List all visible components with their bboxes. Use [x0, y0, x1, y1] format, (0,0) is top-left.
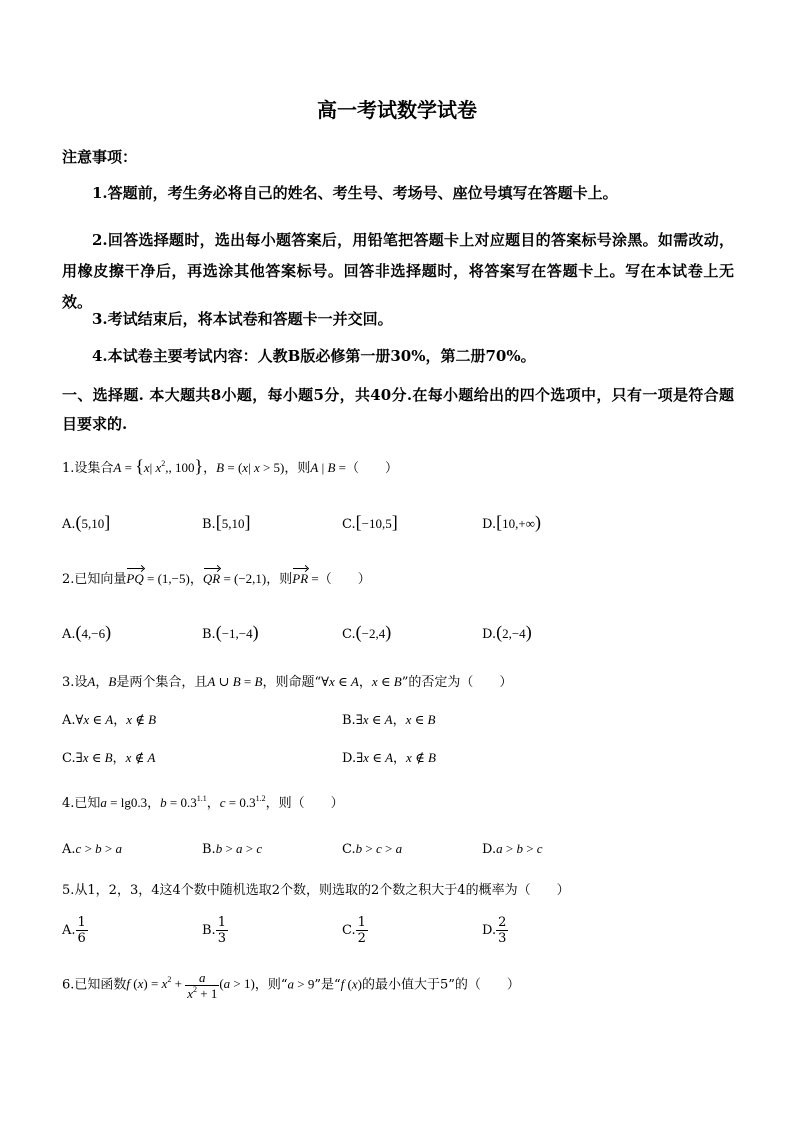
question-1-option-d: D.[10,+∞): [482, 512, 541, 532]
question-4-option-a: A.c > b > a: [62, 841, 122, 857]
question-2-vec-pr: PR =: [292, 571, 319, 586]
notice-item-3: 3.考试结束后，将本试卷和答题卡一并交回。: [92, 310, 393, 328]
question-1-option-a: A.(5,10]: [62, 512, 111, 532]
notice-item-2: 2.回答选择题时，选出每小题答案后，用铅笔把答题卡上对应题目的答案标号涂黑。如需改动，用橡皮擦干净后，再选涂其他答案标号。回答非选择题时，将答案写在答题卡上。写在本试卷上无效。: [62, 231, 734, 311]
question-5-option-d: D. $\frac{2}{3}$: [482, 915, 507, 946]
question-1-label: 1.设集合: [62, 461, 114, 476]
question-4-option-b: B.b > a > c: [202, 841, 263, 857]
question-2: [62, 568, 371, 587]
question-3: 3.设A，B是两个集合，且A ∪ B = B，则命题“∀x ∈ A，x ∈ B”的否定为（ ）: [62, 674, 513, 690]
question-1-set-a: A = {x| $x^2$,, 100}: [113, 456, 204, 476]
question-5-option-b: B. $\frac{1}{3}$: [202, 915, 226, 946]
question-2-option-b: B.(−1,−4): [202, 622, 259, 642]
question-2-option-c: C.(−2,4): [342, 622, 392, 642]
question-6: 6.已知函数f $(x) = x^2$ + $\frac{a}{x^2 + 1}$ (a > 1)，则“a > 9”是“f (x)的最小值大于5”的（ ）: [62, 970, 520, 1001]
question-3-option-c: C.∃x ∈ B，x ∉ A: [62, 750, 156, 766]
question-4-option-d: D.a > b > c: [482, 841, 543, 857]
question-2-suffix: ，则: [266, 572, 293, 587]
question-1-expr: A | B =: [310, 460, 347, 475]
page-title: 高一考试数学试卷: [317, 98, 477, 122]
question-3-option-d: D.∃x ∈ A，x ∉ B: [342, 750, 436, 766]
question-1: [62, 456, 398, 477]
notice-heading: 注意事项：: [62, 148, 138, 166]
question-1-sep: ，: [203, 461, 217, 476]
section-heading: 一、选择题. 本大题共8小题，每小题5分，共40分.在每小题给出的四个选项中，只有一项是符合题目要求的.: [62, 386, 734, 433]
notice-item-1: 1.答题前，考生务必将自己的姓名、考生号、考场号、座位号填写在答题卡上。: [92, 184, 618, 202]
question-2-option-d: D.(2,−4): [482, 622, 532, 642]
question-2-vec-qr: QR = (−2,1): [202, 571, 267, 586]
question-3-option-b: B.∃x ∈ A，x ∈ B: [342, 712, 436, 728]
question-4: 4.已知a = lg0.3，$b = 0.3^{1.1}$，$c = 0.3^{1.2}$，则（ ）: [62, 794, 344, 811]
question-1-option-b: B.[5,10]: [202, 512, 251, 532]
question-2-sep: ，: [189, 572, 203, 587]
notice-item-4: 4.本试卷主要考试内容：人教B版必修第一册30%，第二册70%。: [92, 347, 536, 365]
question-5: 5.从1，2，3，4这4个数中随机选取2个数，则选取的2个数之积大于4的概率为（ ）: [62, 883, 570, 898]
question-2-label: 2.已知向量: [62, 572, 127, 587]
question-4-option-c: C.b > c > a: [342, 841, 403, 857]
question-5-option-a: A. $\frac{1}{6}$: [62, 915, 86, 946]
question-5-option-c: C. $\frac{1}{2}$: [342, 915, 366, 946]
question-2-tail: （ ）: [318, 572, 371, 587]
question-1-option-c: C.[−10,5]: [342, 512, 398, 532]
question-2-vec-pq: PQ = (1,−5): [126, 571, 190, 586]
question-2-option-a: A.(4,−6): [62, 622, 112, 642]
question-1-tail: （ ）: [346, 461, 399, 476]
question-1-suffix: ，则: [284, 461, 311, 476]
question-1-set-b: B = (x| x > 5): [216, 460, 285, 475]
question-3-option-a: A.∀x ∈ A，x ∉ B: [62, 712, 157, 728]
